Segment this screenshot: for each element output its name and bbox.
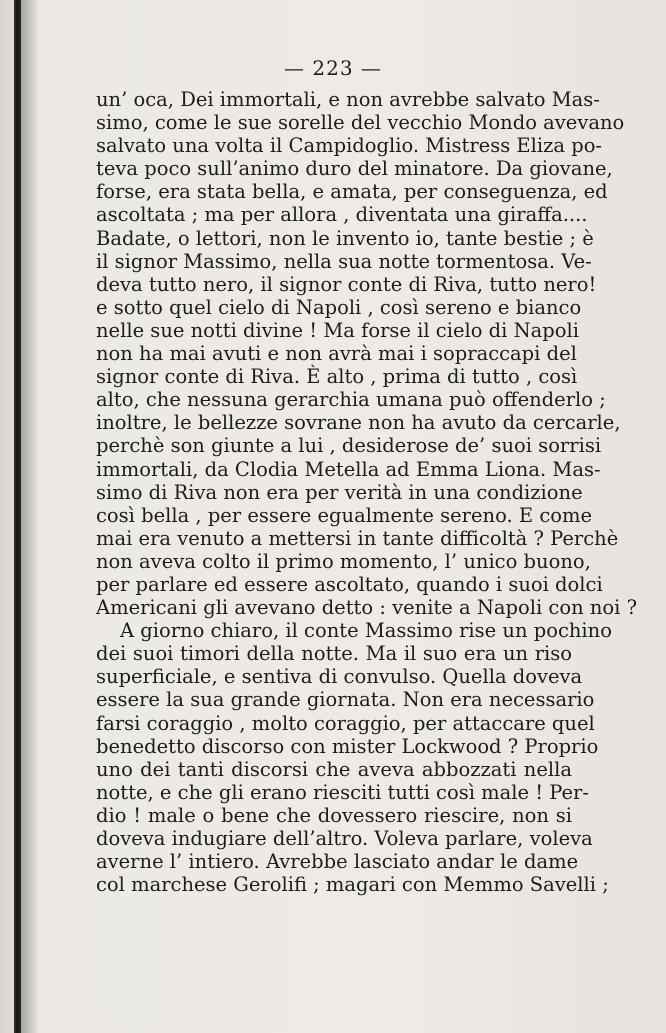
text-line: col marchese Gerolifi ; magari con Memmo Savelli ; — [96, 873, 609, 897]
paragraph-start-line: A giorno chiaro, il conte Massimo rise un pochino — [120, 619, 612, 643]
text-line: Americani gli avevano detto : venite a Napoli con noi ? — [96, 596, 638, 620]
text-line: deva tutto nero, il signor conte di Riva, tutto nero! — [96, 272, 597, 296]
text-line: dei suoi timori della notte. Ma il suo era un riso — [96, 642, 572, 666]
text-line: doveva indugiare dell’altro. Voleva parlare, voleva — [96, 827, 593, 850]
text-line: per parlare ed essere ascoltato, quando i suoi dolci — [96, 572, 603, 596]
text-line: e sotto quel cielo di Napoli , così sereno e bianco — [96, 295, 582, 319]
text-line: perchè son giunte a lui , desiderose de’ suoi sorrisi — [96, 434, 602, 458]
text-line: alto, che nessuna gerarchia umana può offenderlo ; — [96, 388, 606, 412]
text-line: simo di Riva non era per verità in una condizione — [96, 480, 583, 504]
text-line: simo, come le sue sorelle del vecchio Mondo avevano — [96, 111, 625, 135]
text-line: Badate, o lettori, non le invento io, tante bestie ; è — [96, 226, 594, 250]
text-line: teva poco sull’animo duro del minatore. Da giovane, — [96, 157, 613, 181]
text-line: essere la sua grande giornata. Non era necessario — [96, 688, 595, 712]
text-line: così bella , per essere egualmente sereno. E come — [96, 503, 593, 527]
text-line: mai era venuto a mettersi in tante difficoltà ? Perchè — [96, 526, 619, 550]
text-line: forse, era stata bella, e amata, per conseguenza, ed — [96, 180, 608, 204]
text-line: dio ! male o bene che dovessero riescire, non si — [96, 803, 572, 827]
text-line: nelle sue notti divine ! Ma forse il cielo di Napoli — [96, 318, 579, 342]
spine-shadow — [21, 0, 39, 1033]
text-line: notte, e che gli erano riesciti tutti così male ! Per- — [96, 780, 589, 804]
text-line: signor conte di Riva. È alto , prima di tutto , così — [96, 365, 578, 389]
text-line: non ha mai avuti e non avrà mai i sopraccapi del — [96, 342, 577, 366]
page-number: — 223 — — [284, 56, 382, 80]
text-line: ascoltata ; ma per allora , diventata una giraffa.... — [96, 203, 588, 227]
body-text — [96, 88, 638, 897]
text-line: il signor Massimo, nella sua notte tormentosa. Ve- — [96, 249, 592, 273]
text-line: superficiale, e sentiva di convulso. Quella doveva — [96, 665, 583, 689]
book-spine — [14, 0, 21, 1033]
text-line: un’ oca, Dei immortali, e non avrebbe salvato Mas- — [96, 88, 600, 111]
text-line: farsi coraggio , molto coraggio, per attaccare quel — [96, 711, 595, 735]
text-line: benedetto discorso con mister Lockwood ? Proprio — [96, 734, 599, 758]
text-line: uno dei tanti discorsi che aveva abbozzati nella — [96, 757, 572, 781]
text-line: immortali, da Clodia Metella ad Emma Liona. Mas- — [96, 457, 601, 481]
text-line: non aveva colto il primo momento, l’ unico buono, — [96, 549, 591, 573]
text-line: averne l’ intiero. Avrebbe lasciato andar le dame — [96, 850, 579, 874]
text-line: salvato una volta il Campidoglio. Mistress Eliza po- — [96, 134, 603, 158]
text-line: inoltre, le bellezze sovrane non ha avuto da cercarle, — [96, 411, 621, 435]
